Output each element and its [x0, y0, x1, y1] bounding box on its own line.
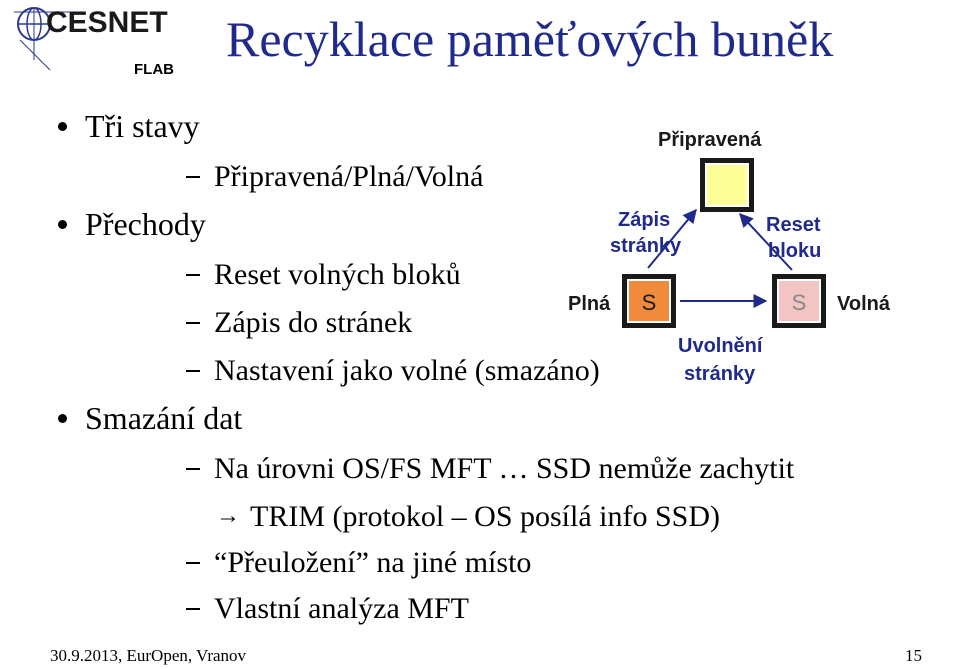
sub-bullet-mft — [186, 452, 794, 486]
edge-reset-line1: Reset — [766, 214, 821, 236]
bullet-dot — [58, 220, 67, 229]
flash-cell-state-diagram — [560, 118, 960, 398]
dash-marker — [186, 274, 200, 276]
bullet-data-deletion — [58, 400, 242, 437]
sub-bullet-reset — [186, 258, 461, 292]
bullet-text: “Přeuložení” na jiné místo — [214, 546, 532, 579]
bullet-text: Zápis do stránek — [214, 306, 413, 339]
sub-bullet-write — [186, 306, 412, 340]
bullet-text: Na úrovni OS/FS MFT … SSD nemůže zachytit — [214, 452, 795, 485]
sub-sub-bullet-trim — [216, 500, 720, 534]
dash-marker — [186, 608, 200, 610]
edge-release-line1: Uvolnění — [678, 335, 763, 357]
edge-write-line2: stránky — [610, 235, 682, 257]
bullet-text: Vlastní analýza MFT — [214, 592, 469, 625]
cesnet-logo — [10, 0, 190, 80]
bullet-transitions — [58, 206, 206, 243]
bullet-text: Reset volných bloků — [214, 258, 461, 291]
edge-release-line2: stránky — [684, 363, 756, 385]
dash-marker — [186, 468, 200, 470]
dash-marker — [186, 322, 200, 324]
free-cell-s: S — [791, 290, 807, 315]
dash-marker — [186, 370, 200, 372]
free-cell — [772, 274, 826, 328]
ready-cell — [700, 158, 754, 212]
full-cell — [622, 274, 676, 328]
bullet-text: Připravená/Plná/Volná — [214, 160, 484, 193]
bullet-text: Tři stavy — [85, 108, 200, 144]
full-cell-s: S — [641, 290, 657, 315]
sub-bullet-release — [186, 354, 600, 388]
bullet-dot — [58, 122, 67, 131]
dash-marker — [186, 176, 200, 178]
state-ready-label: Připravená — [658, 129, 762, 151]
bullet-text: Přechody — [85, 206, 206, 242]
footer-date-event: 30.9.2013, EurOpen, Vranov — [50, 646, 247, 665]
sub-bullet-states — [186, 160, 483, 194]
edge-reset-line2: bloku — [768, 240, 822, 262]
bullet-dot — [58, 414, 67, 423]
bullet-text: Nastavení jako volné (smazáno) — [214, 354, 600, 387]
page-number: 15 — [905, 646, 922, 665]
logo-sub: FLAB — [134, 61, 174, 78]
logo-brand: CESNET — [46, 6, 168, 39]
arrow-right-icon: → — [216, 503, 240, 529]
bullet-text: TRIM (protokol – OS posílá info SSD) — [250, 500, 721, 533]
sub-bullet-own-analysis — [186, 592, 469, 626]
edge-write-line1: Zápis — [618, 209, 671, 231]
state-free-label: Volná — [837, 293, 890, 315]
bullet-text: Smazání dat — [85, 400, 243, 436]
sub-bullet-relocate — [186, 546, 531, 580]
bullet-three-states — [58, 108, 200, 145]
slide-title: Recyklace paměťových buněk — [226, 11, 834, 67]
state-full-label: Plná — [568, 293, 611, 315]
dash-marker — [186, 562, 200, 564]
